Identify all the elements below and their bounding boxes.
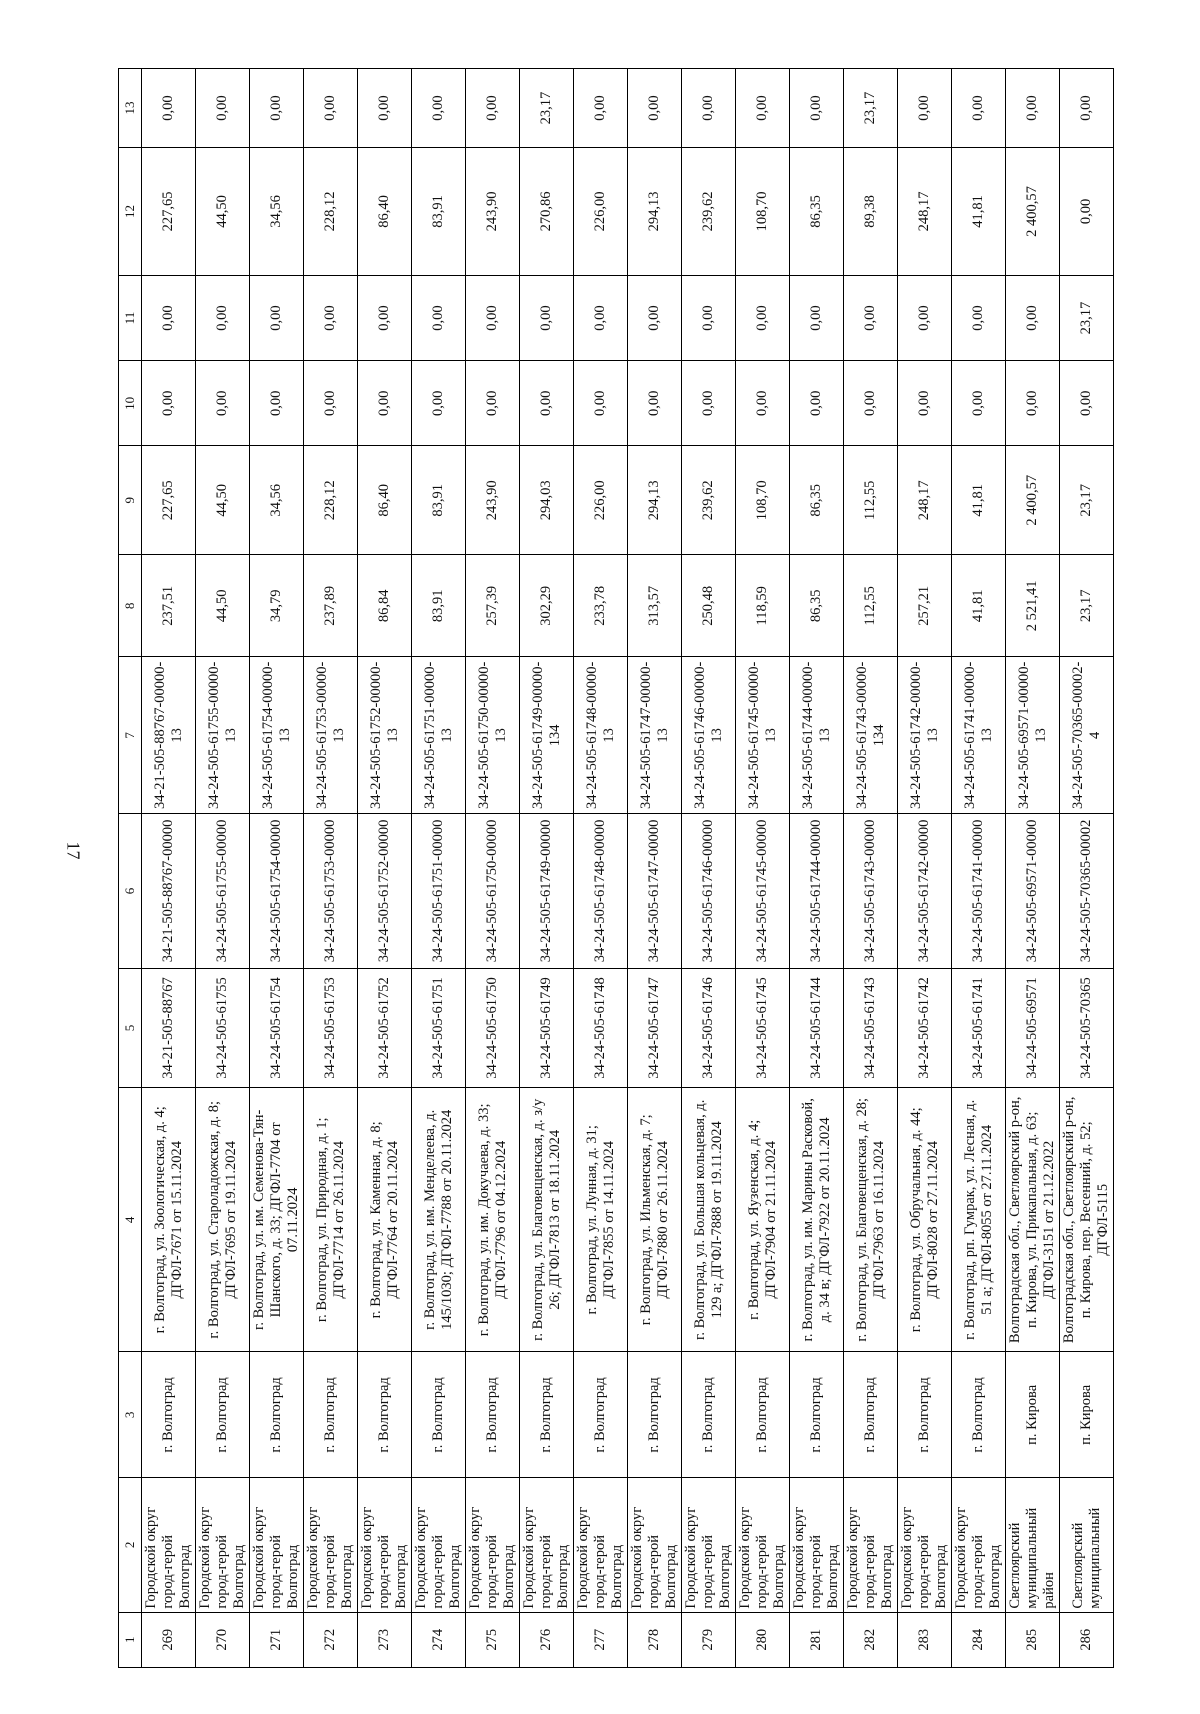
- table-cell: 34-24-505-61742: [898, 968, 952, 1087]
- table-cell: 0,00: [952, 361, 1006, 446]
- table-cell: 0,00: [790, 69, 844, 148]
- table-cell: 0,00: [898, 361, 952, 446]
- rotated-table-container: [118, 68, 1193, 1668]
- table-cell: 237,89: [304, 555, 358, 657]
- table-cell: г. Волгоград: [628, 1352, 682, 1478]
- table-cell: 34-24-505-61753-00000: [304, 814, 358, 969]
- column-header: 13: [119, 69, 142, 148]
- table-cell: 0,00: [682, 361, 736, 446]
- table-cell: 257,39: [466, 555, 520, 657]
- table-cell: Городской округ город-герой Волгоград: [142, 1478, 196, 1612]
- table-cell: 0,00: [142, 275, 196, 360]
- column-header: 1: [119, 1612, 142, 1667]
- table-cell: 83,91: [412, 446, 466, 555]
- table-cell: 0,00: [520, 361, 574, 446]
- table-cell: 281: [790, 1612, 844, 1667]
- table-cell: г. Волгоград: [844, 1352, 898, 1478]
- table-cell: 0,00: [736, 361, 790, 446]
- table-cell: Городской округ город-герой Волгоград: [628, 1478, 682, 1612]
- table-cell: 89,38: [844, 148, 898, 276]
- table-cell: г. Волгоград: [898, 1352, 952, 1478]
- table-cell: 34-24-505-61749-00000-134: [520, 657, 574, 814]
- table-cell: 278: [628, 1612, 682, 1667]
- table-row: [898, 69, 952, 1668]
- column-header: 7: [119, 657, 142, 814]
- table-cell: 34-24-505-61753-00000-13: [304, 657, 358, 814]
- table-cell: 275: [466, 1612, 520, 1667]
- table-cell: 34-24-505-61745: [736, 968, 790, 1087]
- table-cell: 86,35: [790, 446, 844, 555]
- table-cell: 34-24-505-61747: [628, 968, 682, 1087]
- table-cell: 2 400,57: [1006, 148, 1060, 276]
- table-cell: 34,56: [250, 148, 304, 276]
- table-cell: 0,00: [628, 275, 682, 360]
- table-cell: Волгоградская обл., Светлоярский р-он, п. Кирова, ул. Прикапальная, д. 63; ДГФЛ-3151 от 21.12.2022: [1006, 1088, 1060, 1352]
- table-cell: 44,50: [196, 555, 250, 657]
- table-cell: 34-24-505-61741: [952, 968, 1006, 1087]
- table-cell: г. Волгоград, ул. Благовещенская, д. з/у 26; ДГФЛ-7813 от 18.11.2024: [520, 1088, 574, 1352]
- table-cell: Городской округ город-герой Волгоград: [682, 1478, 736, 1612]
- table-cell: 34-24-505-61743: [844, 968, 898, 1087]
- table-cell: 34-24-505-61741-00000: [952, 814, 1006, 969]
- table-cell: 34-24-505-61742-00000: [898, 814, 952, 969]
- table-cell: 0,00: [1060, 148, 1114, 276]
- table-cell: 0,00: [628, 69, 682, 148]
- table-cell: 0,00: [196, 361, 250, 446]
- table-cell: 285: [1006, 1612, 1060, 1667]
- table-cell: 302,29: [520, 555, 574, 657]
- table-cell: 0,00: [358, 69, 412, 148]
- table-cell: 108,70: [736, 446, 790, 555]
- table-cell: 237,51: [142, 555, 196, 657]
- table-cell: 34-24-505-61753: [304, 968, 358, 1087]
- table-cell: 0,00: [250, 361, 304, 446]
- table-cell: г. Волгоград: [412, 1352, 466, 1478]
- table-cell: 226,00: [574, 148, 628, 276]
- table-cell: г. Волгоград: [466, 1352, 520, 1478]
- table-cell: 0,00: [142, 361, 196, 446]
- table-cell: 34,56: [250, 446, 304, 555]
- table-row: [304, 69, 358, 1668]
- table-cell: 271: [250, 1612, 304, 1667]
- table-cell: г. Волгоград: [142, 1352, 196, 1478]
- table-cell: 34-24-505-61755-00000: [196, 814, 250, 969]
- table-cell: Светлоярский муниципальный: [1060, 1478, 1114, 1612]
- table-cell: 270,86: [520, 148, 574, 276]
- table-cell: 86,84: [358, 555, 412, 657]
- column-header: 4: [119, 1088, 142, 1352]
- table-cell: 34-24-505-70365-00002-4: [1060, 657, 1114, 814]
- table-cell: 34-21-505-88767: [142, 968, 196, 1087]
- table-cell: 34-24-505-61746-00000-13: [682, 657, 736, 814]
- table-cell: 34-24-505-61745-00000-13: [736, 657, 790, 814]
- table-cell: 0,00: [304, 361, 358, 446]
- table-cell: 269: [142, 1612, 196, 1667]
- column-header: 8: [119, 555, 142, 657]
- table-cell: г. Волгоград: [574, 1352, 628, 1478]
- table-cell: 0,00: [736, 275, 790, 360]
- table-cell: 0,00: [682, 69, 736, 148]
- table-cell: Городской округ город-герой Волгоград: [790, 1478, 844, 1612]
- table-row: [196, 69, 250, 1668]
- table-cell: Городской округ город-герой Волгоград: [466, 1478, 520, 1612]
- table-cell: 274: [412, 1612, 466, 1667]
- table-cell: 34-24-505-61752-00000-13: [358, 657, 412, 814]
- table-cell: 0,00: [1060, 361, 1114, 446]
- table-cell: 23,17: [1060, 555, 1114, 657]
- column-header: 11: [119, 275, 142, 360]
- table-cell: 233,78: [574, 555, 628, 657]
- table-cell: 34-24-505-61754-00000: [250, 814, 304, 969]
- table-cell: 0,00: [844, 275, 898, 360]
- table-cell: 0,00: [952, 275, 1006, 360]
- table-cell: 0,00: [466, 275, 520, 360]
- table-cell: 112,55: [844, 555, 898, 657]
- table-row: [628, 69, 682, 1668]
- table-cell: 0,00: [898, 69, 952, 148]
- table-cell: г. Волгоград, ул. Лунная, д. 31; ДГФЛ-7855 от 14.11.2024: [574, 1088, 628, 1352]
- table-cell: 34-24-505-61751-00000: [412, 814, 466, 969]
- column-header: 3: [119, 1352, 142, 1478]
- table-cell: 34-24-505-69571-00000-13: [1006, 657, 1060, 814]
- table-cell: г. Волгоград, ул. им. Докучаева, д. 33; ДГФЛ-7796 от 04.12.2024: [466, 1088, 520, 1352]
- table-cell: 0,00: [358, 275, 412, 360]
- table-cell: г. Волгоград, рп. Гумрак, ул. Лесная, д. 51 а; ДГФЛ-8055 от 27.11.2024: [952, 1088, 1006, 1352]
- table-cell: Городской округ город-герой Волгоград: [898, 1478, 952, 1612]
- table-cell: 273: [358, 1612, 412, 1667]
- table-cell: 34-24-505-61750-00000: [466, 814, 520, 969]
- table-cell: 294,13: [628, 148, 682, 276]
- table-cell: 0,00: [196, 69, 250, 148]
- table-cell: 112,55: [844, 446, 898, 555]
- table-cell: г. Волгоград, ул. Обручальная, д. 44; ДГФЛ-8028 от 27.11.2024: [898, 1088, 952, 1352]
- table-row: [1060, 69, 1114, 1668]
- table-cell: 34-24-505-61748-00000-13: [574, 657, 628, 814]
- table-cell: 270: [196, 1612, 250, 1667]
- table-cell: г. Волгоград, ул. Зоологическая, д. 4; ДГФЛ-7671 от 15.11.2024: [142, 1088, 196, 1352]
- table-cell: 34-24-505-61752-00000: [358, 814, 412, 969]
- table-cell: 34-24-505-61744: [790, 968, 844, 1087]
- table-row: [1006, 69, 1060, 1668]
- table-cell: г. Волгоград, ул. Благовещенская, д. 28; ДГФЛ-7963 от 16.11.2024: [844, 1088, 898, 1352]
- table-cell: Городской округ город-герой Волгоград: [412, 1478, 466, 1612]
- table-cell: 118,59: [736, 555, 790, 657]
- table-cell: 0,00: [1060, 69, 1114, 148]
- table-cell: 2 521,41: [1006, 555, 1060, 657]
- table-cell: г. Волгоград: [952, 1352, 1006, 1478]
- table-cell: 239,62: [682, 446, 736, 555]
- table-cell: г. Волгоград: [358, 1352, 412, 1478]
- table-cell: 34-24-505-61745-00000: [736, 814, 790, 969]
- table-cell: 34-24-505-61746-00000: [682, 814, 736, 969]
- table-cell: 0,00: [466, 361, 520, 446]
- table-cell: 23,17: [1060, 275, 1114, 360]
- table-cell: 2 400,57: [1006, 446, 1060, 555]
- table-cell: 277: [574, 1612, 628, 1667]
- table-cell: г. Волгоград: [196, 1352, 250, 1478]
- table-cell: 34-21-505-88767-00000: [142, 814, 196, 969]
- column-header: 2: [119, 1478, 142, 1612]
- column-header: 6: [119, 814, 142, 969]
- table-cell: 279: [682, 1612, 736, 1667]
- table-cell: Светлоярский муниципальный район: [1006, 1478, 1060, 1612]
- table-cell: 83,91: [412, 555, 466, 657]
- table-cell: г. Волгоград: [250, 1352, 304, 1478]
- table-cell: 108,70: [736, 148, 790, 276]
- table-cell: 34-24-505-61754: [250, 968, 304, 1087]
- table-cell: 227,65: [142, 446, 196, 555]
- table-row: [520, 69, 574, 1668]
- table-row: [358, 69, 412, 1668]
- table-cell: Городской округ город-герой Волгоград: [304, 1478, 358, 1612]
- table-cell: 228,12: [304, 446, 358, 555]
- table-cell: 34-24-505-61743-00000: [844, 814, 898, 969]
- table-cell: г. Волгоград: [520, 1352, 574, 1478]
- table-cell: 34-24-505-61755-00000-13: [196, 657, 250, 814]
- table-cell: 34-21-505-88767-00000-13: [142, 657, 196, 814]
- table-cell: 23,17: [844, 69, 898, 148]
- table-cell: 0,00: [412, 69, 466, 148]
- table-cell: Городской округ город-герой Волгоград: [196, 1478, 250, 1612]
- table-cell: 34-24-505-61744-00000: [790, 814, 844, 969]
- table-cell: 294,03: [520, 446, 574, 555]
- table-cell: г. Волгоград: [790, 1352, 844, 1478]
- table-row: [736, 69, 790, 1668]
- table-cell: 34-24-505-61755: [196, 968, 250, 1087]
- page-number: 17: [63, 841, 84, 860]
- table-cell: 0,00: [844, 361, 898, 446]
- table-cell: 34-24-505-61749-00000: [520, 814, 574, 969]
- table-cell: 0,00: [250, 275, 304, 360]
- table-cell: 283: [898, 1612, 952, 1667]
- table-cell: Городской округ город-герой Волгоград: [736, 1478, 790, 1612]
- table-cell: 34-24-505-69571: [1006, 968, 1060, 1087]
- table-cell: 23,17: [1060, 446, 1114, 555]
- table-row: [952, 69, 1006, 1668]
- table-cell: 0,00: [574, 361, 628, 446]
- table-cell: 86,35: [790, 555, 844, 657]
- table-cell: 83,91: [412, 148, 466, 276]
- table-cell: г. Волгоград, ул. Яузенская, д. 4; ДГФЛ-7904 от 21.11.2024: [736, 1088, 790, 1352]
- table-cell: 294,13: [628, 446, 682, 555]
- table-row: [142, 69, 196, 1668]
- table-cell: 34-24-505-69571-00000: [1006, 814, 1060, 969]
- column-header: 5: [119, 968, 142, 1087]
- table-cell: г. Волгоград, ул. им. Менделеева, д. 145/1030; ДГФЛ-7788 от 20.11.2024: [412, 1088, 466, 1352]
- table-cell: 248,17: [898, 446, 952, 555]
- table-cell: г. Волгоград, ул. Ильменская, д. 7; ДГФЛ-7880 от 26.11.2024: [628, 1088, 682, 1352]
- table-cell: г. Волгоград, ул. Природная, д. 1; ДГФЛ-7714 от 26.11.2024: [304, 1088, 358, 1352]
- table-cell: 34-24-505-61752: [358, 968, 412, 1087]
- table-cell: 34-24-505-61743-00000-134: [844, 657, 898, 814]
- table-cell: 34-24-505-70365-00002: [1060, 814, 1114, 969]
- table-cell: 284: [952, 1612, 1006, 1667]
- table-cell: г. Волгоград, ул. им. Марины Расковой, д. 34 в; ДГФЛ-7922 от 20.11.2024: [790, 1088, 844, 1352]
- table-cell: 34-24-505-70365: [1060, 968, 1114, 1087]
- table-cell: 34-24-505-61748-00000: [574, 814, 628, 969]
- table-cell: 44,50: [196, 148, 250, 276]
- table-cell: 34-24-505-61751-00000-13: [412, 657, 466, 814]
- table-cell: 226,00: [574, 446, 628, 555]
- table-cell: 0,00: [1006, 275, 1060, 360]
- table-cell: 34-24-505-61754-00000-13: [250, 657, 304, 814]
- table-cell: 0,00: [412, 361, 466, 446]
- table-cell: 272: [304, 1612, 358, 1667]
- table-cell: 34-24-505-61748: [574, 968, 628, 1087]
- table-cell: 0,00: [682, 275, 736, 360]
- table-cell: 228,12: [304, 148, 358, 276]
- column-header: 9: [119, 446, 142, 555]
- table-cell: п. Кирова: [1006, 1352, 1060, 1478]
- data-table: [118, 68, 1114, 1668]
- table-cell: 34-24-505-61747-00000: [628, 814, 682, 969]
- table-cell: 34-24-505-61741-00000-13: [952, 657, 1006, 814]
- table-cell: г. Волгоград, ул. Большая кольцевая, д. 129 а; ДГФЛ-7888 от 19.11.2024: [682, 1088, 736, 1352]
- table-cell: г. Волгоград, ул. Каменная, д. 8; ДГФЛ-7764 от 20.11.2024: [358, 1088, 412, 1352]
- table-cell: 0,00: [304, 275, 358, 360]
- table-cell: Городской округ город-герой Волгоград: [358, 1478, 412, 1612]
- table-cell: 34-24-505-61742-00000-13: [898, 657, 952, 814]
- table-cell: 0,00: [1006, 361, 1060, 446]
- header-row: [119, 69, 142, 1668]
- table-row: [682, 69, 736, 1668]
- table-row: [250, 69, 304, 1668]
- table-cell: 41,81: [952, 555, 1006, 657]
- table-cell: г. Волгоград, ул. Староладожская, д. 8; ДГФЛ-7695 от 19.11.2024: [196, 1088, 250, 1352]
- table-row: [412, 69, 466, 1668]
- table-cell: 0,00: [304, 69, 358, 148]
- table-cell: Городской округ город-герой Волгоград: [250, 1478, 304, 1612]
- table-cell: 0,00: [574, 275, 628, 360]
- table-cell: 239,62: [682, 148, 736, 276]
- table-cell: Волгоградская обл., Светлоярский р-он, п. Кирова, пер. Весенний, д. 52; ДГФЛ-5115: [1060, 1088, 1114, 1352]
- column-header: 10: [119, 361, 142, 446]
- table-cell: 286: [1060, 1612, 1114, 1667]
- table-cell: 0,00: [142, 69, 196, 148]
- table-cell: 313,57: [628, 555, 682, 657]
- table-cell: 23,17: [520, 69, 574, 148]
- table-row: [466, 69, 520, 1668]
- table-cell: 86,40: [358, 446, 412, 555]
- table-cell: 34,79: [250, 555, 304, 657]
- table-cell: 0,00: [574, 69, 628, 148]
- table-cell: 0,00: [412, 275, 466, 360]
- table-cell: 0,00: [790, 361, 844, 446]
- table-cell: 34-24-505-61749: [520, 968, 574, 1087]
- table-cell: 41,81: [952, 148, 1006, 276]
- table-cell: 250,48: [682, 555, 736, 657]
- table-row: [790, 69, 844, 1668]
- table-cell: Городской округ город-герой Волгоград: [520, 1478, 574, 1612]
- table-cell: 0,00: [628, 361, 682, 446]
- table-cell: 243,90: [466, 148, 520, 276]
- table-cell: 0,00: [898, 275, 952, 360]
- table-cell: 280: [736, 1612, 790, 1667]
- table-cell: 34-24-505-61746: [682, 968, 736, 1087]
- table-cell: 0,00: [736, 69, 790, 148]
- table-cell: 0,00: [358, 361, 412, 446]
- table-cell: 257,21: [898, 555, 952, 657]
- table-cell: г. Волгоград: [304, 1352, 358, 1478]
- table-cell: 0,00: [1006, 69, 1060, 148]
- table-cell: 34-24-505-61750-00000-13: [466, 657, 520, 814]
- table-cell: 0,00: [250, 69, 304, 148]
- table-cell: г. Волгоград: [682, 1352, 736, 1478]
- table-cell: Городской округ город-герой Волгоград: [574, 1478, 628, 1612]
- table-cell: 0,00: [466, 69, 520, 148]
- table-cell: Городской округ город-герой Волгоград: [844, 1478, 898, 1612]
- table-cell: 0,00: [790, 275, 844, 360]
- table-cell: 34-24-505-61751: [412, 968, 466, 1087]
- table-cell: Городской округ город-герой Волгоград: [952, 1478, 1006, 1612]
- table-cell: 34-24-505-61744-00000-13: [790, 657, 844, 814]
- table-cell: 0,00: [196, 275, 250, 360]
- table-cell: г. Волгоград, ул. им. Семенова-Тян-Шанского, д. 33; ДГФЛ-7704 от 07.11.2024: [250, 1088, 304, 1352]
- table-cell: 0,00: [520, 275, 574, 360]
- table-cell: 86,40: [358, 148, 412, 276]
- table-cell: 227,65: [142, 148, 196, 276]
- table-cell: г. Волгоград: [736, 1352, 790, 1478]
- table-cell: 34-24-505-61750: [466, 968, 520, 1087]
- table-cell: 276: [520, 1612, 574, 1667]
- table-row: [574, 69, 628, 1668]
- table-cell: 44,50: [196, 446, 250, 555]
- table-cell: 34-24-505-61747-00000-13: [628, 657, 682, 814]
- table-cell: 243,90: [466, 446, 520, 555]
- table-cell: 41,81: [952, 446, 1006, 555]
- table-row: [844, 69, 898, 1668]
- table-cell: 248,17: [898, 148, 952, 276]
- table-cell: п. Кирова: [1060, 1352, 1114, 1478]
- table-cell: 282: [844, 1612, 898, 1667]
- table-cell: 0,00: [952, 69, 1006, 148]
- column-header: 12: [119, 148, 142, 276]
- table-cell: 86,35: [790, 148, 844, 276]
